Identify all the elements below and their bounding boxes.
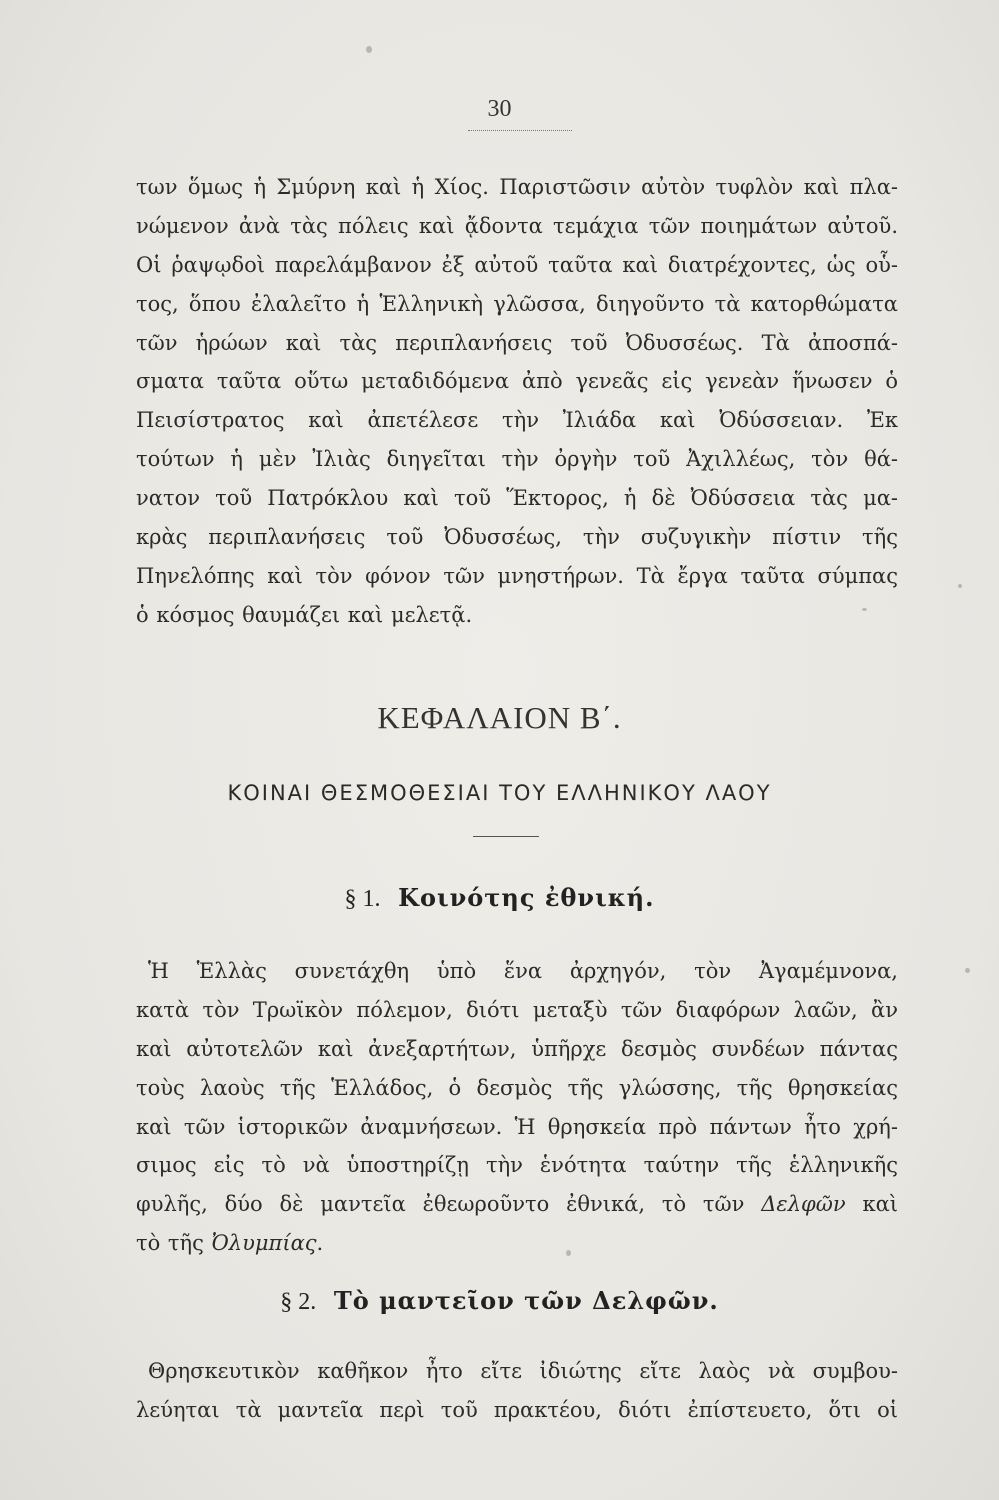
section-heading-2 <box>0 1286 999 1316</box>
text-fragment: καὶ <box>862 1192 898 1217</box>
text-line: τοὺς λαοὺς τῆς Ἑλλάδος, ὁ δεσμὸς τῆς γλώσσης, τῆς θρησκείας <box>136 1075 898 1100</box>
paper-speck <box>965 968 970 973</box>
text-line: Πηνελόπης καὶ τὸν φόνον τῶν μνηστήρων. Τὰ ἔργα ταῦτα σύμπας <box>136 563 898 588</box>
text-line: κατὰ τὸν Τρωϊκὸν πόλεμον, διότι μεταξὺ τῶν διαφόρων λαῶν, ἂν <box>136 997 898 1022</box>
text-line: Οἱ ῥαψῳδοὶ παρελάμβανον ἐξ αὐτοῦ ταῦτα καὶ διατρέχοντες, ὡς οὗ- <box>136 252 898 277</box>
section-number: § 2. <box>280 1289 317 1315</box>
text-line: καὶ αὐτοτελῶν καὶ ἀνεξαρτήτων, ὑπῆρχε δεσμὸς συνδέων πάντας <box>136 1036 898 1061</box>
text-line: Πεισίστρατος καὶ ἀπετέλεσε τὴν Ἰλιάδα καὶ Ὀδύσσειαν. Ἐκ <box>136 408 898 433</box>
page-number: 30 <box>487 96 512 122</box>
section-heading-1 <box>0 883 999 913</box>
text-line: Ἡ Ἑλλὰς συνετάχθη ὑπὸ ἕνα ἀρχηγόν, τὸν Ἀγαμέμνονα, <box>148 959 898 983</box>
paragraph-homer <box>136 168 898 635</box>
text-line: καὶ τῶν ἱστορικῶν ἀναμνήσεων. Ἡ θρησκεία πρὸ πάντων ἦτο χρή- <box>136 1114 898 1139</box>
text-line: νατον τοῦ Πατρόκλου καὶ τοῦ Ἕκτορος, ἡ δὲ Ὀδύσσεια τὰς μα- <box>136 486 898 511</box>
text-line: ὁ κόσμος θαυμάζει καὶ μελετᾷ. <box>136 602 473 627</box>
olympia-name: Ὀλυμπίας <box>211 1231 317 1256</box>
paragraph-national-community <box>136 952 898 1263</box>
paragraph-oracle-delphi <box>136 1352 898 1430</box>
text-line: Θρησκευτικὸν καθῆκον ἦτο εἴτε ἰδιώτης εἴτε λαὸς νὰ συμβου- <box>148 1359 898 1383</box>
text-line: τος, ὅπου ἐλαλεῖτο ἡ Ἑλληνικὴ γλῶσσα, διηγοῦντο τὰ κατορθώματα <box>136 291 898 316</box>
text-line: νώμενον ἀνὰ τὰς πόλεις καὶ ᾄδοντα τεμάχια τῶν ποιημάτων αὐτοῦ. <box>136 213 898 238</box>
text-line: τούτων ἡ μὲν Ἰλιὰς διηγεῖται τὴν ὀργὴν τοῦ Ἀχιλλέως, τὸν θά- <box>136 447 898 472</box>
section-title: Κοινότης ἐθνική. <box>398 883 655 912</box>
delphi-name: Δελφῶν <box>761 1192 846 1217</box>
text-line-with-name <box>136 1185 898 1224</box>
chapter-title: ΚΕΦΑΛΑΙΟΝ Β΄. <box>377 700 622 735</box>
text-fragment: τὸ τῆς <box>136 1231 204 1256</box>
page-number-underline <box>468 130 572 131</box>
paper-speck <box>958 584 962 588</box>
chapter-divider <box>473 836 539 837</box>
chapter-subtitle: ΚΟΙΝΑΙ ΘΕΣΜΟΘΕΣΙΑΙ ΤΟΥ ΕΛΛΗΝΙΚΟΥ ΛΑΟΥ <box>227 781 772 805</box>
text-line-with-name <box>136 1224 898 1263</box>
section-number: § 1. <box>344 886 381 912</box>
text-line: σιμος εἰς τὸ νὰ ὑποστηρίζῃ τὴν ἑνότητα ταύτην τῆς ἑλληνικῆς <box>136 1153 898 1178</box>
text-line: των ὅμως ἡ Σμύρνη καὶ ἡ Χίος. Παριστῶσιν αὐτὸν τυφλὸν καὶ πλα- <box>136 175 898 199</box>
text-fragment: φυλῆς, δύο δὲ μαντεῖα ἐθεωροῦντο ἐθνικά, τὸ τῶν <box>136 1192 745 1217</box>
text-line: σματα ταῦτα οὕτω μεταδιδόμενα ἀπὸ γενεᾶς εἰς γενεὰν ἥνωσεν ὁ <box>136 369 898 394</box>
text-line: τῶν ἡρώων καὶ τὰς περιπλανήσεις τοῦ Ὀδυσσέως. Τὰ ἀποσπά- <box>136 330 898 355</box>
section-title: Τὸ μαντεῖον τῶν Δελφῶν. <box>333 1286 719 1315</box>
paper-speck <box>366 46 372 53</box>
text-line: λεύηται τὰ μαντεῖα περὶ τοῦ πρακτέου, διότι ἐπίστευετο, ὅτι οἱ <box>136 1397 898 1422</box>
text-line: κρὰς περιπλανήσεις τοῦ Ὀδυσσέως, τὴν συζυγικὴν πίστιν τῆς <box>136 525 898 550</box>
text-fragment: . <box>316 1231 324 1256</box>
